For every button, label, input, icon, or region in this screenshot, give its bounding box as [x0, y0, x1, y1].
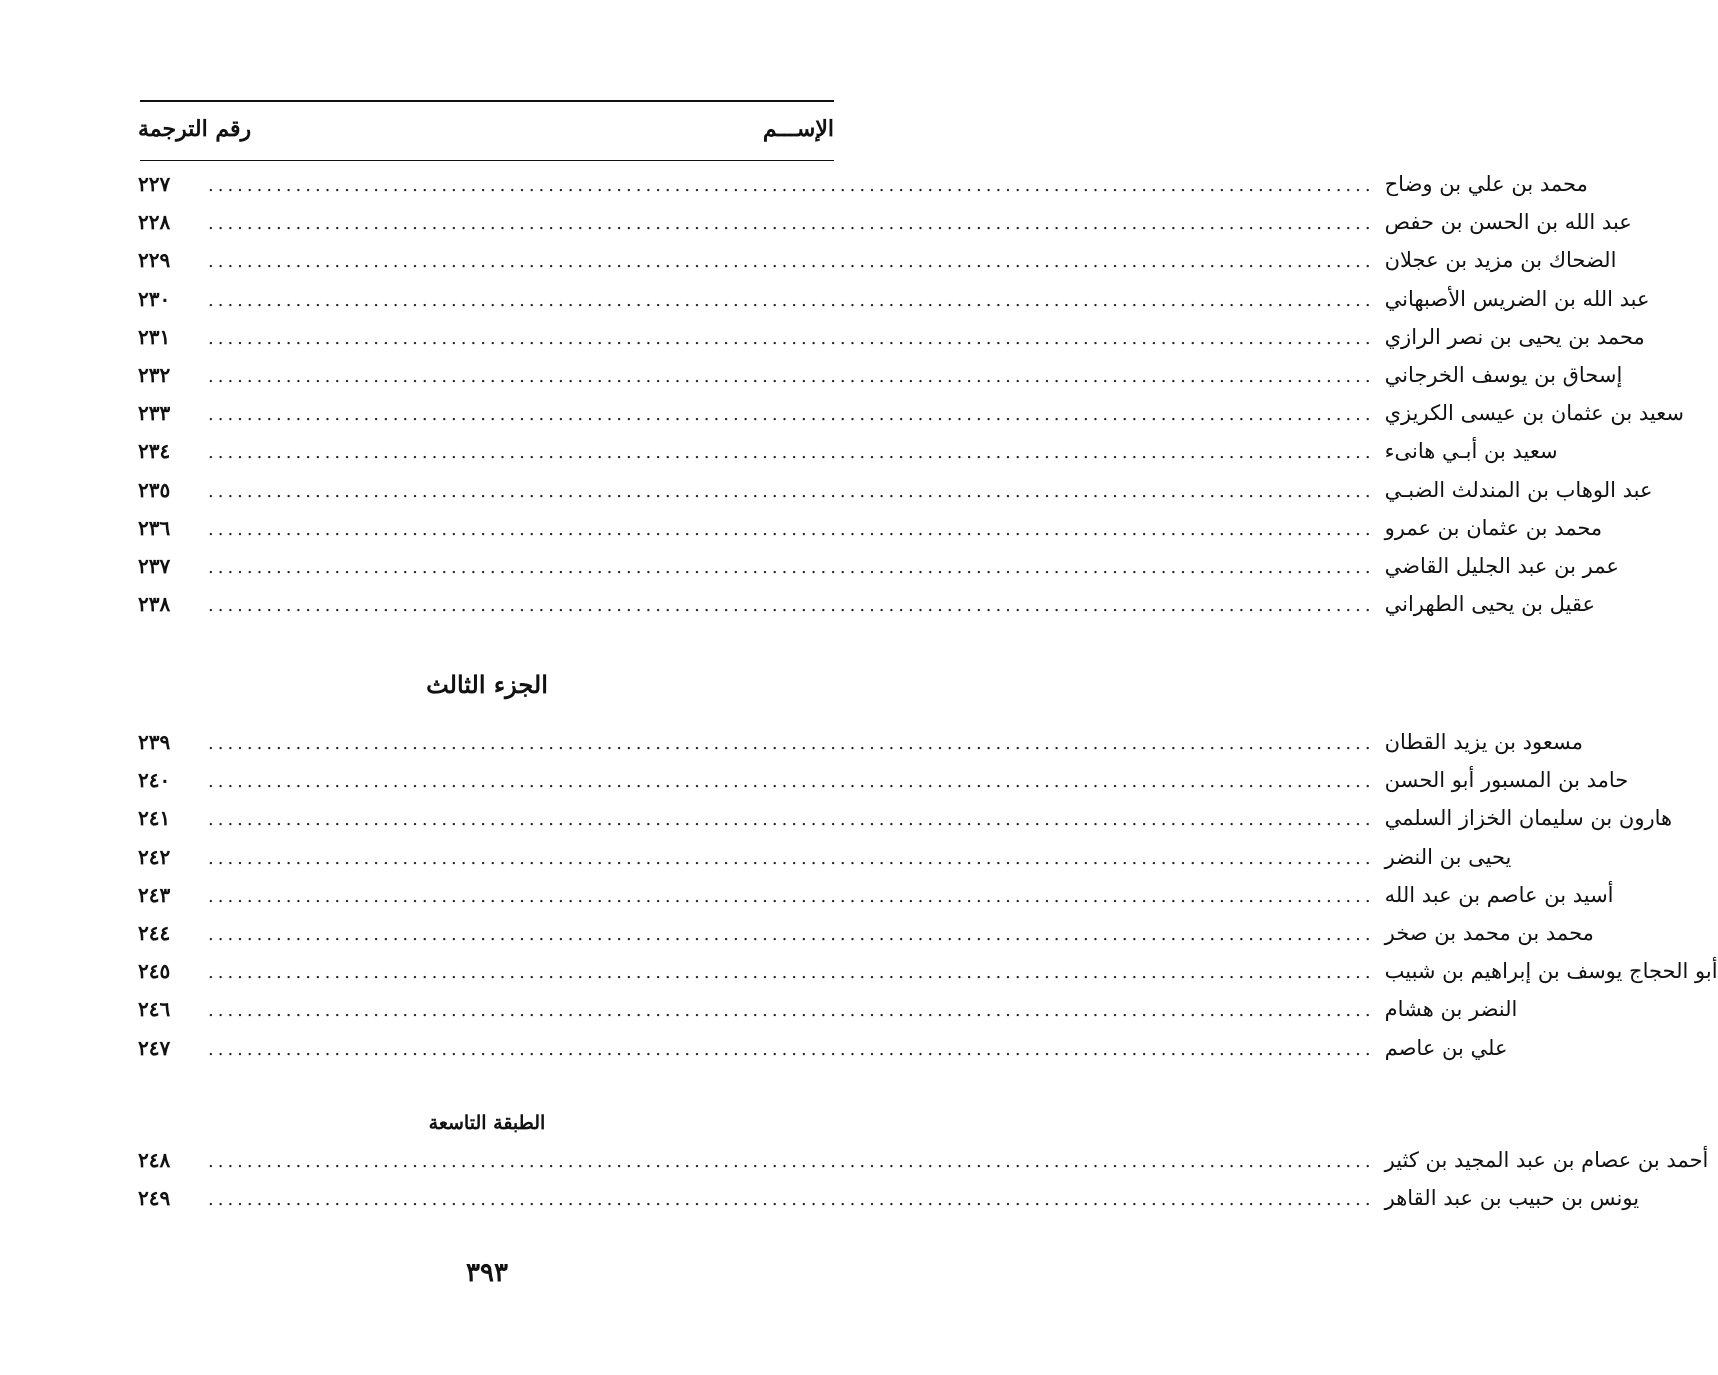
toc-entry [138, 515, 1603, 546]
entry-name: عمر بن عبد الجليل القاضي [1384, 554, 1619, 578]
dot-leader: ........................................................................................................................ [208, 1189, 1375, 1211]
toc-entry [138, 921, 1594, 951]
entry-number: ٢٤٢ [138, 844, 171, 869]
toc-entry [138, 554, 1619, 584]
toc-entry [138, 768, 1629, 798]
dot-leader: ........................................................................................................................ [208, 327, 1375, 349]
toc-entry [138, 806, 1673, 836]
dot-leader: ........................................................................................................................ [208, 175, 1375, 196]
toc-entry [138, 1148, 1709, 1178]
dot-leader: ........................................................................................................................ [208, 885, 1375, 907]
toc-entry [138, 324, 1645, 355]
top-rule [140, 100, 834, 102]
entry-name: هارون بن سليمان الخزاز السلمي [1384, 806, 1673, 831]
dot-leader: ........................................................................................................................ [208, 480, 1375, 502]
entry-number: ٢٢٧ [138, 172, 171, 196]
dot-leader: ........................................................................................................................ [208, 771, 1375, 793]
entry-number: ٢٤٠ [138, 768, 171, 793]
entry-name: مسعود بن يزيد القطان [1384, 730, 1583, 754]
entry-name: عبد الله بن الحسن بن حفص [1384, 210, 1632, 235]
dot-leader: ........................................................................................................................ [208, 557, 1375, 578]
toc-entry [138, 1186, 1640, 1216]
entry-number: ٢٣٩ [138, 730, 171, 754]
name-column-header: الإســـم [762, 116, 834, 142]
dot-leader: ........................................................................................................................ [208, 518, 1375, 540]
dot-leader: ........................................................................................................................ [208, 1000, 1375, 1022]
entry-number: ٢٣٢ [138, 363, 171, 387]
header-rule [140, 160, 834, 161]
dot-leader: ........................................................................................................................ [208, 366, 1375, 387]
entry-name: عبد الله بن الضريس الأصبهاني [1384, 286, 1650, 311]
entry-name: سعيد بن عثمان بن عيسى الكريزي [1384, 401, 1684, 426]
dot-leader: ........................................................................................................................ [208, 962, 1375, 984]
page-number: ٣٩٣ [466, 1258, 508, 1288]
entry-number: ٢٣٦ [138, 515, 171, 540]
entry-name: سعيد بن أبـي هانىء [1384, 439, 1558, 464]
entry-name: محمد بن يحيى بن نصر الرازي [1384, 324, 1645, 349]
entry-number: ٢٣٣ [138, 401, 171, 426]
entry-number: ٢٤٥ [138, 959, 171, 984]
dot-leader: ........................................................................................................................ [208, 1038, 1375, 1060]
entry-name: يحيى بن النضر [1384, 844, 1512, 869]
entry-number: ٢٤١ [138, 806, 171, 831]
entry-name: محمد بن عثمان بن عمرو [1384, 515, 1603, 540]
toc-entry [138, 401, 1684, 431]
entry-name: عقيل بن يحيى الطهراني [1384, 592, 1596, 617]
entry-name: محمد بن علي بن وضاح [1384, 172, 1588, 196]
dot-leader: ........................................................................................................................ [208, 924, 1375, 945]
dot-leader: ........................................................................................................................ [208, 404, 1375, 426]
entry-number: ٢٣٧ [138, 554, 171, 578]
toc-entry [138, 592, 1596, 622]
toc-entry [138, 730, 1583, 760]
entry-name: علي بن عاصم [1384, 1035, 1508, 1060]
dot-leader: ........................................................................................................................ [208, 809, 1375, 831]
dot-leader: ........................................................................................................................ [208, 733, 1375, 754]
section-heading-part-three: الجزء الثالث [426, 670, 548, 699]
dot-leader: ........................................................................................................................ [208, 595, 1375, 617]
toc-entry [138, 172, 1588, 202]
entry-number: ٢٣٤ [138, 439, 171, 464]
entry-number: ٢٢٨ [138, 210, 171, 235]
entry-number: ٢٣٨ [138, 592, 171, 617]
toc-entry [138, 439, 1558, 469]
dot-leader: ........................................................................................................................ [208, 251, 1375, 273]
entry-name: يونس بن حبيب بن عبد القاهر [1384, 1186, 1640, 1211]
dot-leader: ........................................................................................................................ [208, 1151, 1375, 1172]
dot-leader: ........................................................................................................................ [208, 442, 1375, 464]
entry-name: حامد بن المسبور أبو الحسن [1384, 768, 1629, 793]
dot-leader: ........................................................................................................................ [208, 213, 1375, 235]
toc-entry [138, 959, 1718, 989]
entry-number: ٢٣٠ [138, 286, 171, 311]
toc-entry [138, 882, 1614, 913]
entry-number: ٢٢٩ [138, 248, 171, 273]
entry-number: ٢٤٩ [138, 1186, 171, 1211]
number-column-header: رقم الترجمة [138, 116, 252, 142]
dot-leader: ........................................................................................................................ [208, 289, 1375, 311]
entry-number: ٢٣٥ [138, 477, 171, 502]
toc-entry [138, 286, 1650, 317]
toc-entry [138, 844, 1512, 875]
entry-name: إسحاق بن يوسف الخرجاني [1384, 363, 1623, 387]
entry-name: أحمد بن عصام بن عبد المجيد بن كثير [1384, 1148, 1709, 1172]
entry-name: النضر بن هشام [1384, 997, 1518, 1022]
entry-name: محمد بن محمد بن صخر [1384, 921, 1594, 945]
entry-name: عبد الوهاب بن المندلث الضبـي [1384, 477, 1653, 502]
toc-entry [138, 477, 1653, 508]
entry-name: الضحاك بن مزيد بن عجلان [1384, 248, 1617, 273]
entry-number: ٢٤٧ [138, 1035, 171, 1060]
toc-entry [138, 363, 1623, 393]
dot-leader: ........................................................................................................................ [208, 847, 1375, 869]
entry-number: ٢٤٦ [138, 997, 171, 1022]
section-heading-ninth-class: الطبقة التاسعة [428, 1112, 546, 1134]
toc-entry [138, 997, 1518, 1027]
toc-entry [138, 1035, 1508, 1066]
toc-entry [138, 210, 1632, 240]
entry-name: أبو الحجاج يوسف بن إبراهيم بن شبيب [1384, 959, 1718, 984]
toc-entry [138, 248, 1617, 278]
entry-number: ٢٣١ [138, 324, 171, 349]
entry-number: ٢٤٤ [138, 921, 171, 945]
entry-number: ٢٤٨ [138, 1148, 171, 1172]
entry-name: أسيد بن عاصم بن عبد الله [1384, 882, 1614, 907]
entry-number: ٢٤٣ [138, 882, 171, 907]
